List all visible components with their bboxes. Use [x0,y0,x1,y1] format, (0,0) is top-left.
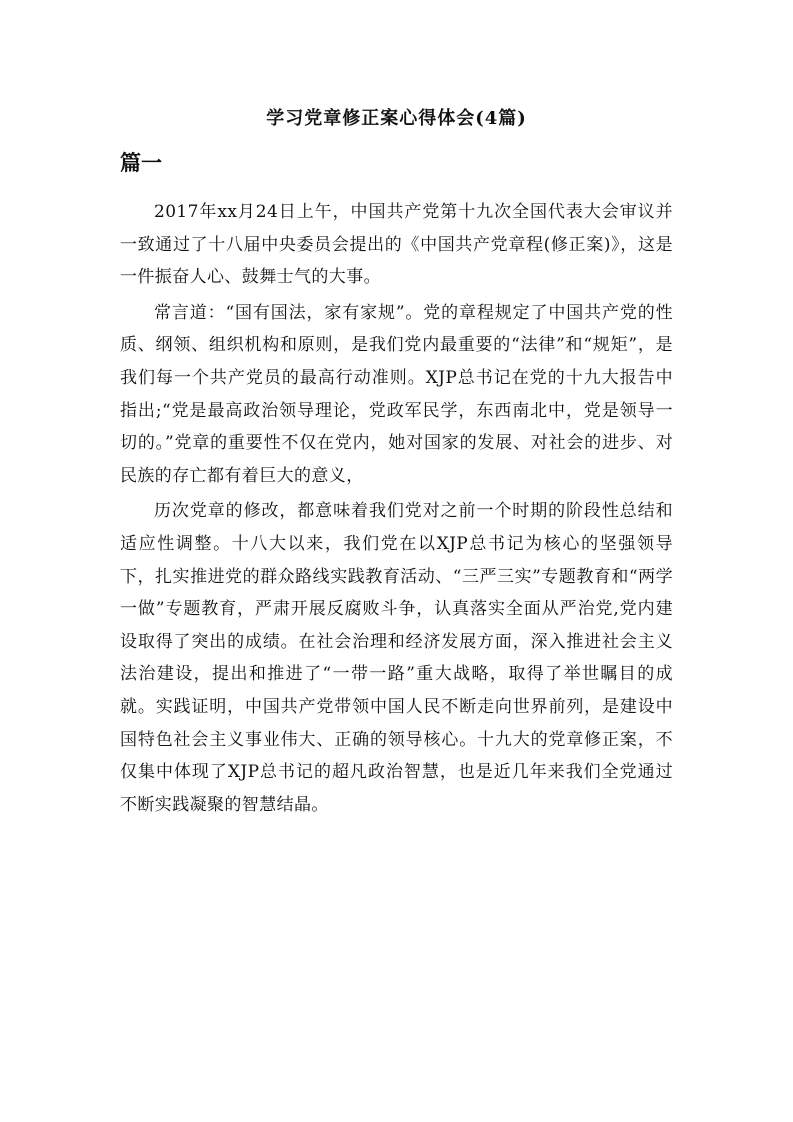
paragraph: 2017年xx月24日上午，中国共产党第十九次全国代表大会审议并一致通过了十八届中央委员会提出的《中国共产党章程(修正案)》，这是一件振奋人心、鼓舞士气的大事。 [120,202,673,288]
document-body [120,196,673,824]
document-title: 学习党章修正案心得体会(4篇) [266,108,527,129]
paragraph: 历次党章的修改，都意味着我们党对之前一个时期的阶段性总结和适应性调整。十八大以来，我们党在以XJP总书记为核心的坚强领导下，扎实推进党的群众路线实践教育活动、“三严三实”专题教育和“两学一做”专题教育，严肃开展反腐败斗争，认真落实全面从严治党,党内建设取得了突出的成绩。在社会治理和经济发展方面，深入推进社会主义法治建设，提出和推进了“一带一路”重大战略，取得了举世瞩目的成就。实践证明，中国共产党带领中国人民不断走向世界前列，是建设中国特色社会主义事业伟大、正确的领导核心。十九大的党章修正案，不仅集中体现了XJP总书记的超凡政治智慧，也是近几年来我们全党通过不断实践凝聚的智慧结晶。 [120,501,673,815]
paragraph: 常言道：“国有国法，家有家规”。党的章程规定了中国共产党的性质、纲领、组织机构和原则，是我们党内最重要的“法律”和“规矩”，是我们每一个共产党员的最高行动准则。XJP总书记在党的十九大报告中指出;“党是最高政治领导理论，党政军民学，东西南北中，党是领导一切的。”党章的重要性不仅在党内，她对国家的发展、对社会的进步、对民族的存亡都有着巨大的意义， [120,302,673,486]
section-heading: 篇一 [120,150,162,175]
